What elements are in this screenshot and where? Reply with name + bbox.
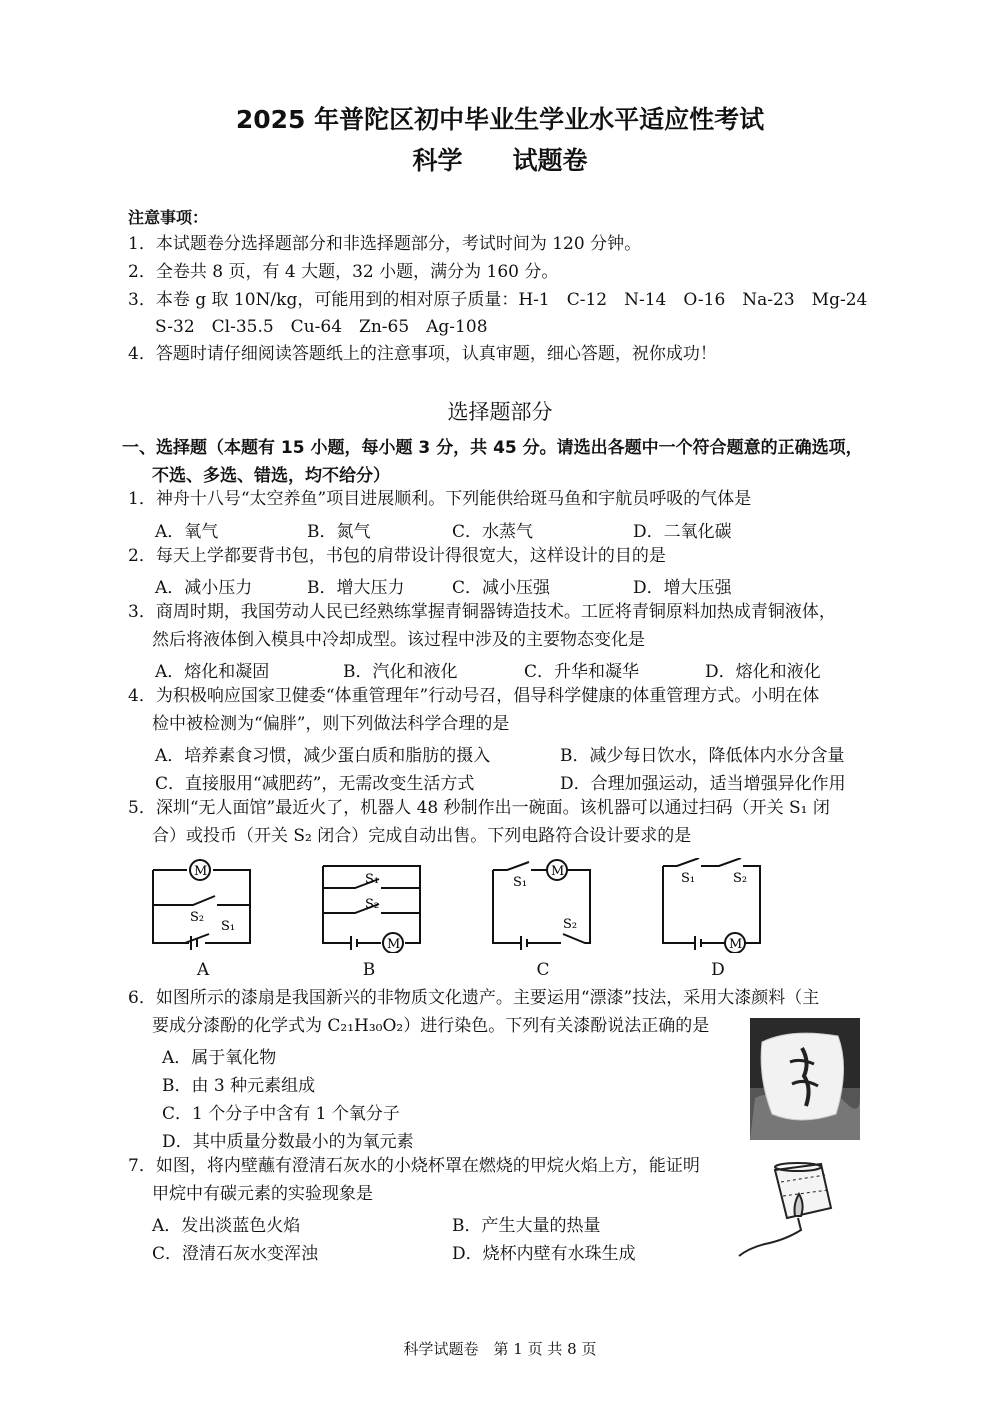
svg-text:M: M bbox=[194, 864, 208, 879]
svg-text:S₂: S₂ bbox=[365, 897, 380, 912]
beaker-flame-image bbox=[735, 1160, 845, 1260]
option-a: A．发出淡蓝色火焰 bbox=[152, 1216, 301, 1236]
section-instruction: 不选、多选、错选，均不给分） bbox=[152, 466, 390, 486]
svg-text:S₂: S₂ bbox=[190, 910, 205, 925]
question-stem: 检中被检测为“偏胖”，则下列做法科学合理的是 bbox=[152, 714, 510, 734]
notes-heading: 注意事项： bbox=[128, 208, 209, 227]
svg-text:M: M bbox=[387, 937, 401, 952]
option-d: D．增大压强 bbox=[633, 578, 732, 598]
option-b: B．由 3 种元素组成 bbox=[162, 1076, 316, 1096]
question-stem: 合）或投币（开关 S₂ 闭合）完成自动出售。下列电路符合设计要求的是 bbox=[152, 826, 692, 846]
option-a: A．减小压力 bbox=[155, 578, 253, 598]
option-b: B．增大压力 bbox=[307, 578, 405, 598]
question-stem: 要成分漆酚的化学式为 C₂₁H₃₀O₂）进行染色。下列有关漆酚说法正确的是 bbox=[152, 1016, 710, 1036]
svg-text:S₂: S₂ bbox=[563, 917, 578, 932]
section-instruction: 一、选择题（本题有 15 小题，每小题 3 分，共 45 分。请选出各题中一个符合题意的正确选项， bbox=[122, 438, 863, 458]
svg-text:S₁: S₁ bbox=[681, 871, 696, 886]
question-stem: 6．如图所示的漆扇是我国新兴的非物质文化遗产。主要运用“漂漆”技法，采用大漆颜料（主 bbox=[128, 988, 820, 1008]
option-c: C．水蒸气 bbox=[452, 522, 534, 542]
option-d: D．其中质量分数最小的为氧元素 bbox=[162, 1132, 414, 1152]
section-title: 选择题部分 bbox=[447, 400, 553, 424]
option-b: B．汽化和液化 bbox=[343, 662, 458, 682]
svg-text:M: M bbox=[729, 937, 743, 952]
svg-text:M: M bbox=[551, 864, 565, 879]
exam-subtitle: 科学 试题卷 bbox=[412, 146, 588, 175]
question-stem: 5．深圳“无人面馆”最近火了，机器人 48 秒制作出一碗面。该机器可以通过扫码（开关 S₁ 闭 bbox=[128, 798, 830, 818]
option-a: A．培养素食习惯，减少蛋白质和脂肪的摄入 bbox=[155, 746, 491, 766]
question-stem: 4．为积极响应国家卫健委“体重管理年”行动号召，倡导科学健康的体重管理方式。小明在体 bbox=[128, 686, 820, 706]
svg-text:S₁: S₁ bbox=[365, 872, 380, 887]
circuit-label: D bbox=[711, 960, 725, 980]
note-item: 4．答题时请仔细阅读答题纸上的注意事项，认真审题，细心答题，祝你成功！ bbox=[128, 344, 717, 364]
option-a: A．氧气 bbox=[155, 522, 219, 542]
svg-text:S₁: S₁ bbox=[221, 919, 236, 934]
svg-text:S₂: S₂ bbox=[733, 871, 748, 886]
circuit-diagram-d bbox=[655, 858, 770, 953]
question-stem: 1．神舟十八号“太空养鱼”项目进展顺利。下列能供给斑马鱼和宇航员呼吸的气体是 bbox=[128, 489, 752, 509]
note-item: S-32 Cl-35.5 Cu-64 Zn-65 Ag-108 bbox=[155, 317, 488, 337]
option-b: B．减少每日饮水，降低体内水分含量 bbox=[560, 746, 845, 766]
option-c: C．升华和凝华 bbox=[524, 662, 640, 682]
question-stem: 3．商周时期，我国劳动人民已经熟练掌握青铜器铸造技术。工匠将青铜原料加热成青铜液体， bbox=[128, 602, 836, 622]
option-a: A．属于氧化物 bbox=[162, 1048, 277, 1068]
option-b: B．氮气 bbox=[307, 522, 371, 542]
option-b: B．产生大量的热量 bbox=[452, 1216, 601, 1236]
circuit-diagram-a bbox=[145, 858, 260, 953]
note-item: 3．本卷 g 取 10N/kg，可能用到的相对原子质量：H-1 C-12 N-14 O-16 Na-23 Mg-24 bbox=[128, 290, 868, 310]
circuit-diagram-c bbox=[485, 858, 600, 953]
circuit-label: C bbox=[536, 960, 550, 980]
question-stem: 甲烷中有碳元素的实验现象是 bbox=[152, 1184, 373, 1204]
option-d: D．二氧化碳 bbox=[633, 522, 732, 542]
option-d: D．烧杯内壁有水珠生成 bbox=[452, 1244, 636, 1264]
note-item: 2．全卷共 8 页，有 4 大题，32 小题，满分为 160 分。 bbox=[128, 262, 559, 282]
circuit-diagram-b bbox=[315, 858, 430, 953]
option-d: D．合理加强运动，适当增强异化作用 bbox=[560, 774, 846, 794]
option-c: C．1 个分子中含有 1 个氧分子 bbox=[162, 1104, 400, 1124]
question-stem: 然后将液体倒入模具中冷却成型。该过程中涉及的主要物态变化是 bbox=[152, 630, 645, 650]
question-stem: 2．每天上学都要背书包，书包的肩带设计得很宽大，这样设计的目的是 bbox=[128, 546, 666, 566]
exam-title: 2025 年普陀区初中毕业生学业水平适应性考试 bbox=[235, 105, 765, 134]
page-footer: 科学试题卷 第 1 页 共 8 页 bbox=[403, 1340, 597, 1358]
option-a: A．熔化和凝固 bbox=[155, 662, 270, 682]
lacquer-fan-image bbox=[750, 1018, 860, 1140]
option-d: D．熔化和液化 bbox=[705, 662, 821, 682]
svg-text:S₁: S₁ bbox=[513, 875, 528, 890]
option-c: C．澄清石灰水变浑浊 bbox=[152, 1244, 319, 1264]
note-item: 1．本试题卷分选择题部分和非选择题部分，考试时间为 120 分钟。 bbox=[128, 234, 642, 254]
circuit-label: B bbox=[362, 960, 376, 980]
option-c: C．直接服用“减肥药”，无需改变生活方式 bbox=[155, 774, 475, 794]
circuit-label: A bbox=[196, 960, 210, 980]
option-c: C．减小压强 bbox=[452, 578, 551, 598]
question-stem: 7．如图，将内壁蘸有澄清石灰水的小烧杯罩在燃烧的甲烷火焰上方，能证明 bbox=[128, 1156, 700, 1176]
